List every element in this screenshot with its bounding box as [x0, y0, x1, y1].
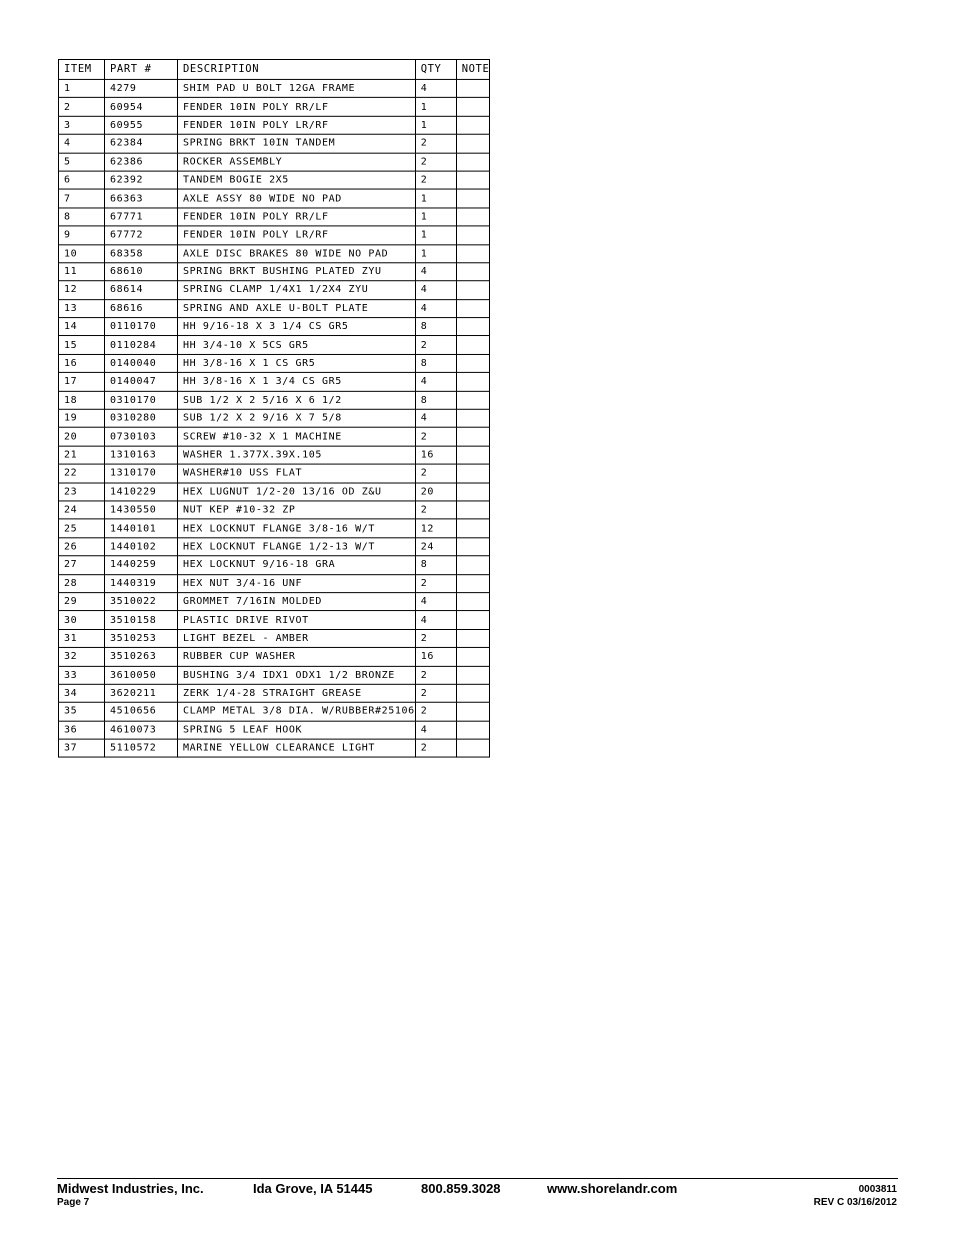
table-row	[59, 483, 490, 501]
description-cell: CLAMP METAL 3/8 DIA. W/RUBBER#25106	[178, 703, 416, 721]
part-number-cell: 1440102	[105, 538, 178, 556]
qty-cell: 20	[415, 483, 456, 501]
table-row	[59, 739, 490, 757]
part-number-cell: 1310163	[105, 446, 178, 464]
table-row	[59, 244, 490, 262]
item-cell: 13	[59, 299, 105, 317]
footer-page-number: Page 7	[57, 1197, 90, 1208]
part-number-cell: 67772	[105, 226, 178, 244]
item-cell: 6	[59, 171, 105, 189]
note-cell	[456, 263, 490, 281]
description-cell: FENDER 10IN POLY RR/LF	[178, 98, 416, 116]
note-cell	[456, 538, 490, 556]
qty-cell: 8	[415, 391, 456, 409]
description-cell: GROMMET 7/16IN MOLDED	[178, 593, 416, 611]
item-cell: 37	[59, 739, 105, 757]
table-row	[59, 299, 490, 317]
table-row	[59, 666, 490, 684]
part-number-cell: 1310170	[105, 464, 178, 482]
item-cell: 22	[59, 464, 105, 482]
qty-cell: 2	[415, 703, 456, 721]
table-row	[59, 336, 490, 354]
header-note: NOTE	[456, 59, 490, 79]
description-cell: SPRING BRKT 10IN TANDEM	[178, 134, 416, 152]
part-number-cell: 68614	[105, 281, 178, 299]
qty-cell: 2	[415, 134, 456, 152]
table-row	[59, 171, 490, 189]
qty-cell: 1	[415, 116, 456, 134]
footer-company: Midwest Industries, Inc.	[57, 1181, 204, 1196]
part-number-cell: 1440259	[105, 556, 178, 574]
part-number-cell: 60955	[105, 116, 178, 134]
item-cell: 29	[59, 593, 105, 611]
part-number-cell: 0310280	[105, 409, 178, 427]
header-qty: QTY	[415, 59, 456, 79]
table-row	[59, 593, 490, 611]
note-cell	[456, 409, 490, 427]
qty-cell: 4	[415, 263, 456, 281]
item-cell: 2	[59, 98, 105, 116]
note-cell	[456, 98, 490, 116]
note-cell	[456, 244, 490, 262]
item-cell: 1	[59, 79, 105, 97]
table-row	[59, 428, 490, 446]
description-cell: SPRING BRKT BUSHING PLATED ZYU	[178, 263, 416, 281]
qty-cell: 1	[415, 98, 456, 116]
item-cell: 16	[59, 354, 105, 372]
note-cell	[456, 556, 490, 574]
note-cell	[456, 739, 490, 757]
part-number-cell: 5110572	[105, 739, 178, 757]
description-cell: FENDER 10IN POLY LR/RF	[178, 226, 416, 244]
qty-cell: 2	[415, 684, 456, 702]
header-part-number: PART #	[105, 59, 178, 79]
header-description: DESCRIPTION	[178, 59, 416, 79]
description-cell: SHIM PAD U BOLT 12GA FRAME	[178, 79, 416, 97]
table-row	[59, 721, 490, 739]
qty-cell: 8	[415, 556, 456, 574]
item-cell: 9	[59, 226, 105, 244]
item-cell: 35	[59, 703, 105, 721]
table-row	[59, 391, 490, 409]
description-cell: WASHER#10 USS FLAT	[178, 464, 416, 482]
item-cell: 14	[59, 318, 105, 336]
part-number-cell: 4279	[105, 79, 178, 97]
note-cell	[456, 574, 490, 592]
item-cell: 11	[59, 263, 105, 281]
part-number-cell: 62392	[105, 171, 178, 189]
note-cell	[456, 226, 490, 244]
description-cell: SPRING 5 LEAF HOOK	[178, 721, 416, 739]
part-number-cell: 68358	[105, 244, 178, 262]
qty-cell: 4	[415, 79, 456, 97]
note-cell	[456, 483, 490, 501]
qty-cell: 2	[415, 171, 456, 189]
description-cell: AXLE DISC BRAKES 80 WIDE NO PAD	[178, 244, 416, 262]
note-cell	[456, 134, 490, 152]
item-cell: 12	[59, 281, 105, 299]
table-row	[59, 189, 490, 207]
note-cell	[456, 281, 490, 299]
footer-doc-number: 0003811	[858, 1184, 897, 1195]
qty-cell: 4	[415, 593, 456, 611]
item-cell: 7	[59, 189, 105, 207]
part-number-cell: 67771	[105, 208, 178, 226]
qty-cell: 1	[415, 189, 456, 207]
item-cell: 26	[59, 538, 105, 556]
qty-cell: 2	[415, 153, 456, 171]
table-row	[59, 501, 490, 519]
part-number-cell: 62386	[105, 153, 178, 171]
item-cell: 18	[59, 391, 105, 409]
part-number-cell: 3620211	[105, 684, 178, 702]
footer-revision: REV C 03/16/2012	[813, 1197, 897, 1208]
part-number-cell: 4510656	[105, 703, 178, 721]
footer-phone: 800.859.3028	[421, 1181, 501, 1196]
part-number-cell: 62384	[105, 134, 178, 152]
item-cell: 34	[59, 684, 105, 702]
note-cell	[456, 299, 490, 317]
qty-cell: 4	[415, 373, 456, 391]
note-cell	[456, 428, 490, 446]
qty-cell: 2	[415, 464, 456, 482]
note-cell	[456, 208, 490, 226]
table-row	[59, 409, 490, 427]
note-cell	[456, 373, 490, 391]
item-cell: 30	[59, 611, 105, 629]
footer-location: Ida Grove, IA 51445	[253, 1181, 373, 1196]
note-cell	[456, 391, 490, 409]
description-cell: SPRING CLAMP 1/4X1 1/2X4 ZYU	[178, 281, 416, 299]
item-cell: 5	[59, 153, 105, 171]
item-cell: 36	[59, 721, 105, 739]
description-cell: SPRING AND AXLE U-BOLT PLATE	[178, 299, 416, 317]
qty-cell: 4	[415, 611, 456, 629]
description-cell: NUT KEP #10-32 ZP	[178, 501, 416, 519]
table-row	[59, 519, 490, 537]
note-cell	[456, 336, 490, 354]
table-row	[59, 281, 490, 299]
note-cell	[456, 153, 490, 171]
part-number-cell: 3510022	[105, 593, 178, 611]
table-row	[59, 354, 490, 372]
qty-cell: 4	[415, 721, 456, 739]
description-cell: HH 3/4-10 X 5CS GR5	[178, 336, 416, 354]
parts-list-table	[58, 59, 490, 758]
table-row	[59, 226, 490, 244]
item-cell: 23	[59, 483, 105, 501]
table-row	[59, 79, 490, 97]
part-number-cell: 1430550	[105, 501, 178, 519]
note-cell	[456, 684, 490, 702]
qty-cell: 2	[415, 666, 456, 684]
part-number-cell: 1440101	[105, 519, 178, 537]
description-cell: HH 3/8-16 X 1 CS GR5	[178, 354, 416, 372]
note-cell	[456, 519, 490, 537]
part-number-cell: 1410229	[105, 483, 178, 501]
part-number-cell: 0310170	[105, 391, 178, 409]
item-cell: 25	[59, 519, 105, 537]
table-row	[59, 556, 490, 574]
description-cell: AXLE ASSY 80 WIDE NO PAD	[178, 189, 416, 207]
qty-cell: 4	[415, 409, 456, 427]
description-cell: SUB 1/2 X 2 9/16 X 7 5/8	[178, 409, 416, 427]
part-number-cell: 60954	[105, 98, 178, 116]
part-number-cell: 3510253	[105, 629, 178, 647]
table-row	[59, 98, 490, 116]
note-cell	[456, 703, 490, 721]
table-row	[59, 574, 490, 592]
note-cell	[456, 501, 490, 519]
item-cell: 31	[59, 629, 105, 647]
qty-cell: 2	[415, 739, 456, 757]
description-cell: HEX LUGNUT 1/2-20 13/16 OD Z&U	[178, 483, 416, 501]
qty-cell: 8	[415, 318, 456, 336]
part-number-cell: 3510263	[105, 648, 178, 666]
table-row	[59, 134, 490, 152]
note-cell	[456, 666, 490, 684]
table-row	[59, 373, 490, 391]
qty-cell: 2	[415, 629, 456, 647]
note-cell	[456, 79, 490, 97]
description-cell: PLASTIC DRIVE RIVOT	[178, 611, 416, 629]
table-row	[59, 703, 490, 721]
part-number-cell: 68610	[105, 263, 178, 281]
qty-cell: 24	[415, 538, 456, 556]
part-number-cell: 3610050	[105, 666, 178, 684]
note-cell	[456, 593, 490, 611]
description-cell: FENDER 10IN POLY LR/RF	[178, 116, 416, 134]
description-cell: HEX LOCKNUT 9/16-18 GRA	[178, 556, 416, 574]
qty-cell: 16	[415, 648, 456, 666]
description-cell: ZERK 1/4-28 STRAIGHT GREASE	[178, 684, 416, 702]
table-row	[59, 611, 490, 629]
note-cell	[456, 189, 490, 207]
part-number-cell: 1440319	[105, 574, 178, 592]
item-cell: 28	[59, 574, 105, 592]
note-cell	[456, 464, 490, 482]
note-cell	[456, 721, 490, 739]
qty-cell: 2	[415, 336, 456, 354]
item-cell: 24	[59, 501, 105, 519]
table-row	[59, 446, 490, 464]
description-cell: SCREW #10-32 X 1 MACHINE	[178, 428, 416, 446]
item-cell: 21	[59, 446, 105, 464]
note-cell	[456, 318, 490, 336]
item-cell: 32	[59, 648, 105, 666]
qty-cell: 2	[415, 428, 456, 446]
table-row	[59, 648, 490, 666]
qty-cell: 12	[415, 519, 456, 537]
table-row	[59, 684, 490, 702]
item-cell: 8	[59, 208, 105, 226]
note-cell	[456, 171, 490, 189]
table-row	[59, 538, 490, 556]
item-cell: 20	[59, 428, 105, 446]
part-number-cell: 68616	[105, 299, 178, 317]
description-cell: MARINE YELLOW CLEARANCE LIGHT	[178, 739, 416, 757]
description-cell: ROCKER ASSEMBLY	[178, 153, 416, 171]
qty-cell: 16	[415, 446, 456, 464]
table-row	[59, 464, 490, 482]
qty-cell: 1	[415, 226, 456, 244]
description-cell: BUSHING 3/4 IDX1 ODX1 1/2 BRONZE	[178, 666, 416, 684]
qty-cell: 2	[415, 501, 456, 519]
description-cell: HEX LOCKNUT FLANGE 3/8-16 W/T	[178, 519, 416, 537]
item-cell: 3	[59, 116, 105, 134]
item-cell: 4	[59, 134, 105, 152]
header-row	[59, 59, 490, 79]
table-row	[59, 116, 490, 134]
table-row	[59, 208, 490, 226]
item-cell: 27	[59, 556, 105, 574]
table-row	[59, 318, 490, 336]
qty-cell: 1	[415, 208, 456, 226]
description-cell: RUBBER CUP WASHER	[178, 648, 416, 666]
header-item: ITEM	[59, 59, 105, 79]
item-cell: 10	[59, 244, 105, 262]
qty-cell: 8	[415, 354, 456, 372]
description-cell: HH 9/16-18 X 3 1/4 CS GR5	[178, 318, 416, 336]
qty-cell: 4	[415, 281, 456, 299]
table-row	[59, 263, 490, 281]
item-cell: 17	[59, 373, 105, 391]
description-cell: HH 3/8-16 X 1 3/4 CS GR5	[178, 373, 416, 391]
description-cell: HEX LOCKNUT FLANGE 1/2-13 W/T	[178, 538, 416, 556]
item-cell: 33	[59, 666, 105, 684]
part-number-cell: 0110170	[105, 318, 178, 336]
description-cell: HEX NUT 3/4-16 UNF	[178, 574, 416, 592]
item-cell: 19	[59, 409, 105, 427]
description-cell: SUB 1/2 X 2 5/16 X 6 1/2	[178, 391, 416, 409]
part-number-cell: 66363	[105, 189, 178, 207]
note-cell	[456, 629, 490, 647]
description-cell: LIGHT BEZEL - AMBER	[178, 629, 416, 647]
footer-website[interactable]: www.shorelandr.com	[547, 1181, 678, 1196]
note-cell	[456, 116, 490, 134]
qty-cell: 1	[415, 244, 456, 262]
part-number-cell: 3510158	[105, 611, 178, 629]
description-cell: FENDER 10IN POLY RR/LF	[178, 208, 416, 226]
qty-cell: 4	[415, 299, 456, 317]
table-row	[59, 629, 490, 647]
note-cell	[456, 648, 490, 666]
qty-cell: 2	[415, 574, 456, 592]
part-number-cell: 0110284	[105, 336, 178, 354]
note-cell	[456, 354, 490, 372]
part-number-cell: 0730103	[105, 428, 178, 446]
part-number-cell: 4610073	[105, 721, 178, 739]
item-cell: 15	[59, 336, 105, 354]
description-cell: TANDEM BOGIE 2X5	[178, 171, 416, 189]
note-cell	[456, 446, 490, 464]
part-number-cell: 0140040	[105, 354, 178, 372]
part-number-cell: 0140047	[105, 373, 178, 391]
description-cell: WASHER 1.377X.39X.105	[178, 446, 416, 464]
note-cell	[456, 611, 490, 629]
table-row	[59, 153, 490, 171]
footer-divider	[57, 1178, 898, 1179]
